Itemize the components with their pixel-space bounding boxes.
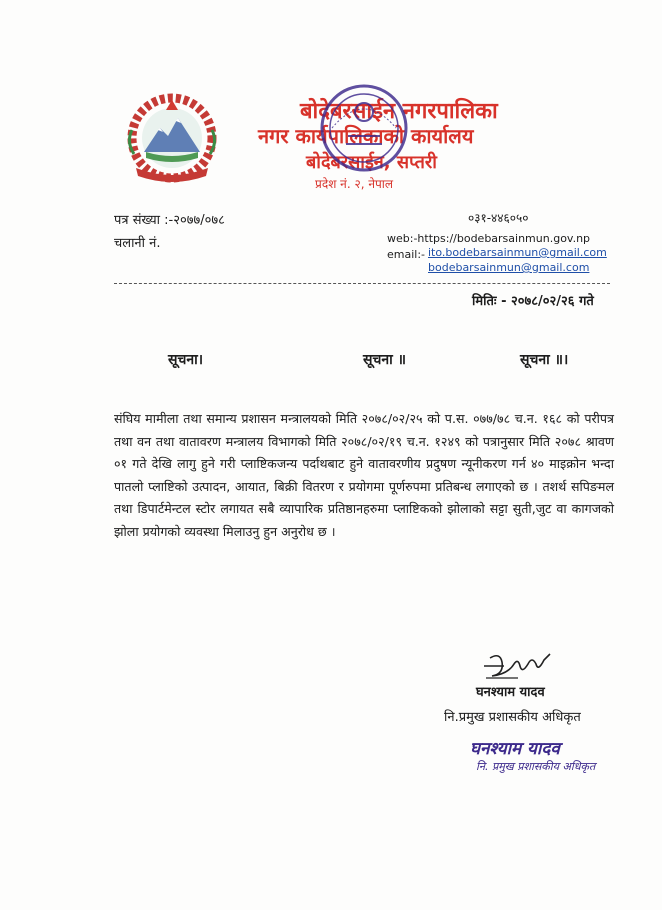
email-link-primary[interactable]: ito.bodebarsainmun@gmail.com <box>428 246 607 259</box>
signature-icon <box>478 644 558 684</box>
notice-body: संघिय मामीला तथा समान्य प्रशासन मन्त्रालयको मिति २०७८/०२/२५ को प.स. ०७७/७८ च.न. १६८ को परीपत्र तथा वन तथा वातावरण मन्त्रालय विभागको मिति २०७८/०२/१९ च.न. १२४९ को पत्रानुसार मिति २०७८ श्रावण ०१ गते देखि लागु हुने गरी प्लाष्टिकजन्य पर्दाथबाट हुने वातावरणीय प्रदुषण न्यूनीकरण गर्न ४० माइक्रोन भन्दा पातलो प्लाष्टिको उत्पादन, आयात, बिक्री वितरण र प्रयोगमा पूर्णरुपमा प्रतिबन्ध लगाएको छ । तशर्थ सपिङमल तथा डिपार्टमेन्टल स्टोर लगायत सबै व्यापारिक प्रतिष्ठानहरुमा प्लाष्टिकको झोलाको सट्टा सुती,जुट वा कागजको झोला प्रयोगको व्यवस्था मिलाउनु हुन अनुरोध छ । <box>114 411 614 539</box>
office-seal-icon <box>318 82 410 174</box>
divider <box>114 283 610 284</box>
reference-number: पत्र संख्या :-२०७७/०७८ <box>114 213 225 228</box>
signer-title: नि.प्रमुख प्रशासकीय अधिकृत <box>444 710 581 725</box>
province-line: प्रदेश नं. २, नेपाल <box>315 177 394 191</box>
website: web:-https://bodebarsainmun.gov.np <box>387 232 591 245</box>
office-location: बोदेबरसाईन, सप्तरी <box>306 152 437 173</box>
signer-name: घनश्याम यादव <box>476 685 545 700</box>
name-stamp: घनश्याम यादव <box>470 739 560 759</box>
email-label: email:- <box>387 248 426 261</box>
notice-heading: सूचना ॥ <box>363 352 407 368</box>
letter-date: मितिः - २०७८/०२/२६ गते <box>472 294 594 309</box>
notice-heading: सूचना ॥। <box>520 352 569 368</box>
office-name: नगर कार्यपालिकाको कार्यालय <box>258 124 474 148</box>
nepal-emblem-icon <box>122 90 222 186</box>
notice-heading: सूचना। <box>168 352 204 368</box>
email-link-secondary[interactable]: bodebarsainmun@gmail.com <box>428 261 590 274</box>
phone-number: ०३१-४४६०५० <box>468 211 529 225</box>
title-stamp: नि. प्रमुख प्रशासकीय अधिकृत <box>476 760 596 773</box>
dispatch-number: चलानी नं. <box>114 236 161 251</box>
municipality-name: बोदेबरसाईन नगरपालिका <box>300 99 498 124</box>
